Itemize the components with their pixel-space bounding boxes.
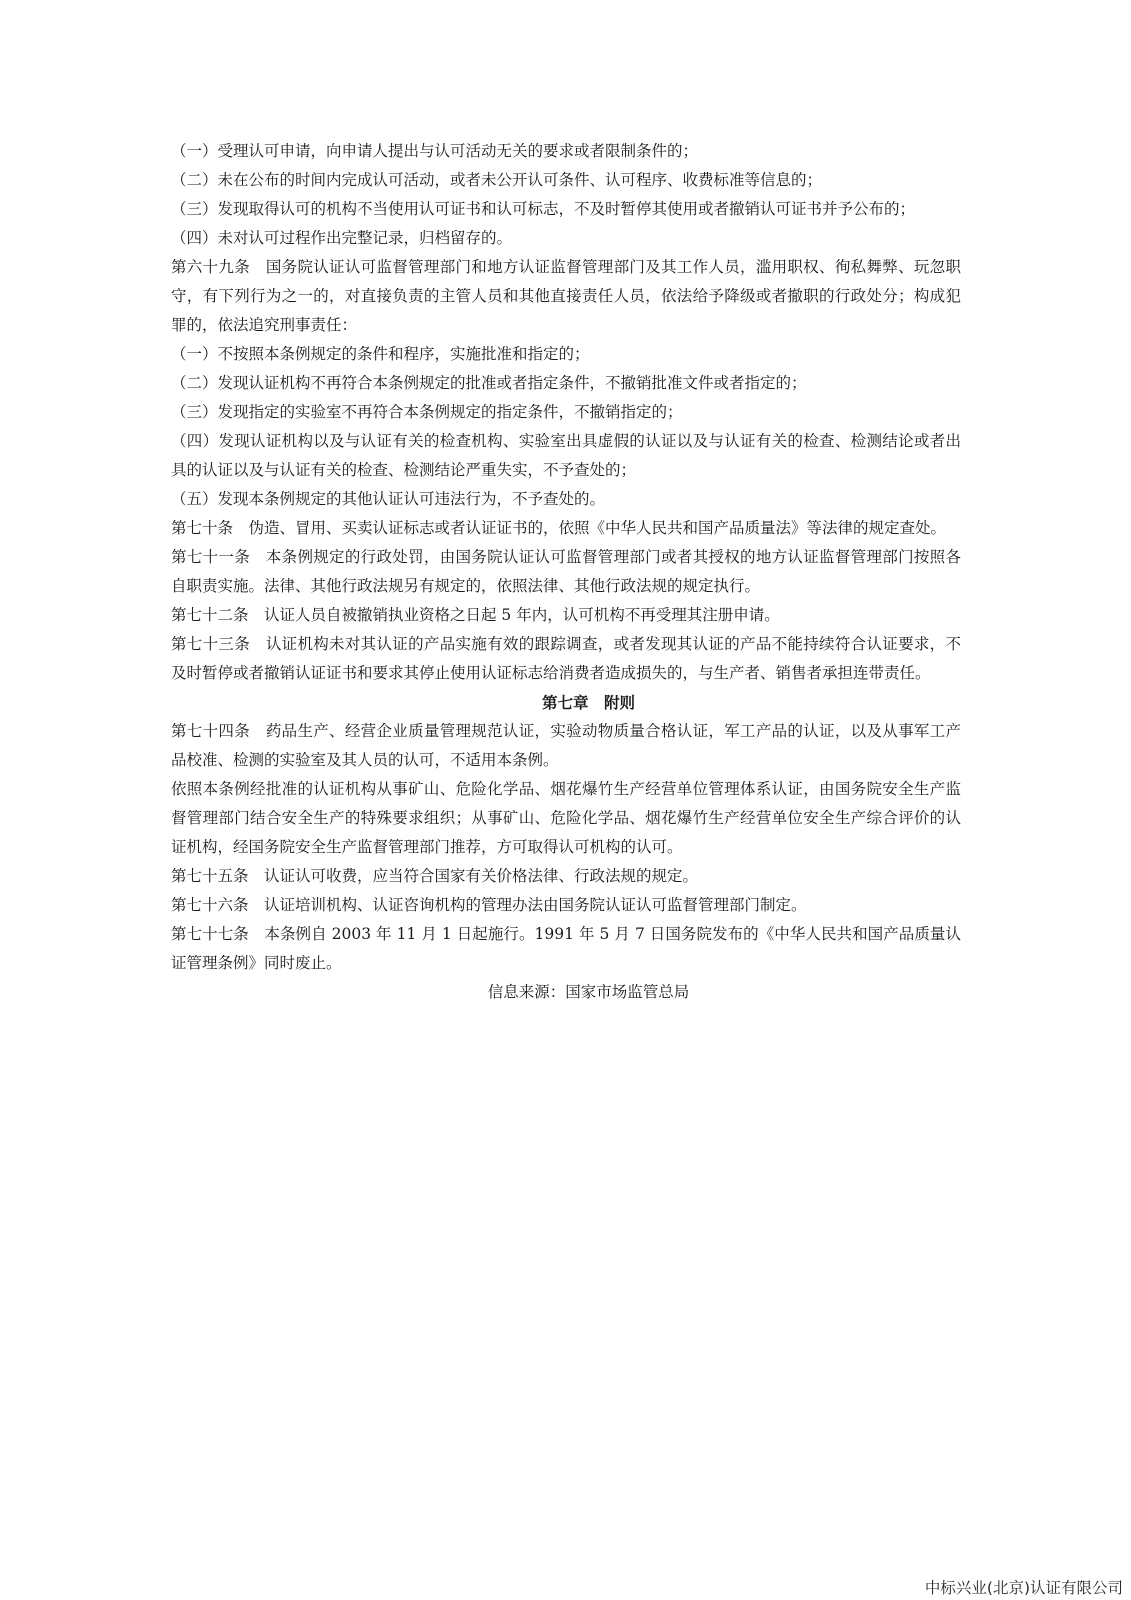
source-line: 信息来源：国家市场监管总局 [487,983,690,1001]
company-footer: 中标兴业(北京)认证有限公司 [924,1579,1123,1597]
clause-item: （四）未对认可过程作出完整记录，归档留存的。 [171,229,513,247]
clause-item: （二）未在公布的时间内完成认可活动，或者未公开认可条件、认可程序、收费标准等信息的； [171,171,823,189]
clause-item: （三）发现指定的实验室不再符合本条例规定的指定条件，不撤销指定的； [171,403,683,421]
article-74: 第七十四条 药品生产、经营企业质量管理规范认证，实验动物质量合格认证，军工产品的认证，以及从事军工产品校准、检测的实验室及其人员的认可，不适用本条例。 [171,722,961,769]
document-body [171,137,961,1007]
article-74-para: 依照本条例经批准的认证机构从事矿山、危险化学品、烟花爆竹生产经营单位管理体系认证，由国务院安全生产监督管理部门结合安全生产的特殊要求组织；从事矿山、危险化学品、烟花爆竹生产经营单位安全生产综合评价的认证机构，经国务院安全生产监督管理部门推荐，方可取得认可机构的认可。 [171,780,961,856]
article-70: 第七十条 伪造、冒用、买卖认证标志或者认证证书的，依照《中华人民共和国产品质量法》等法律的规定查处。 [171,519,947,537]
chapter-title: 第七章 附则 [541,693,635,712]
clause-item: （四）发现认证机构以及与认证有关的检查机构、实验室出具虚假的认证以及与认证有关的检查、检测结论或者出具的认证以及与认证有关的检查、检测结论严重失实，不予查处的； [171,432,961,479]
article-77: 第七十七条 本条例自 2003 年 11 月 1 日起施行。1991 年 5 月 7 日国务院发布的《中华人民共和国产品质量认证管理条例》同时废止。 [171,925,961,972]
article-76: 第七十六条 认证培训机构、认证咨询机构的管理办法由国务院认证认可监督管理部门制定。 [171,896,807,914]
clause-item: （一）受理认可申请，向申请人提出与认可活动无关的要求或者限制条件的； [171,142,699,160]
article-75: 第七十五条 认证认可收费，应当符合国家有关价格法律、行政法规的规定。 [171,867,699,885]
clause-item: （一）不按照本条例规定的条件和程序，实施批准和指定的； [171,345,590,363]
clause-item: （三）发现取得认可的机构不当使用认可证书和认可标志，不及时暂停其使用或者撤销认可证书并予公布的； [171,200,916,218]
article-69: 第六十九条 国务院认证认可监督管理部门和地方认证监督管理部门及其工作人员，滥用职权、徇私舞弊、玩忽职守，有下列行为之一的，对直接负责的主管人员和其他直接责任人员，依法给予降级或者撤职的行政处分；构成犯罪的，依法追究刑事责任： [171,258,961,334]
clause-item: （二）发现认证机构不再符合本条例规定的批准或者指定条件，不撤销批准文件或者指定的； [171,374,807,392]
article-72: 第七十二条 认证人员自被撤销执业资格之日起 5 年内，认可机构不再受理其注册申请。 [171,606,780,624]
clause-item: （五）发现本条例规定的其他认证认可违法行为，不予查处的。 [171,490,606,508]
article-71: 第七十一条 本条例规定的行政处罚，由国务院认证认可监督管理部门或者其授权的地方认证监督管理部门按照各自职责实施。法律、其他行政法规另有规定的，依照法律、其他行政法规的规定执行。 [171,548,961,595]
article-73: 第七十三条 认证机构未对其认证的产品实施有效的跟踪调查，或者发现其认证的产品不能持续符合认证要求，不及时暂停或者撤销认证证书和要求其停止使用认证标志给消费者造成损失的，与生产者、销售者承担连带责任。 [171,635,961,682]
